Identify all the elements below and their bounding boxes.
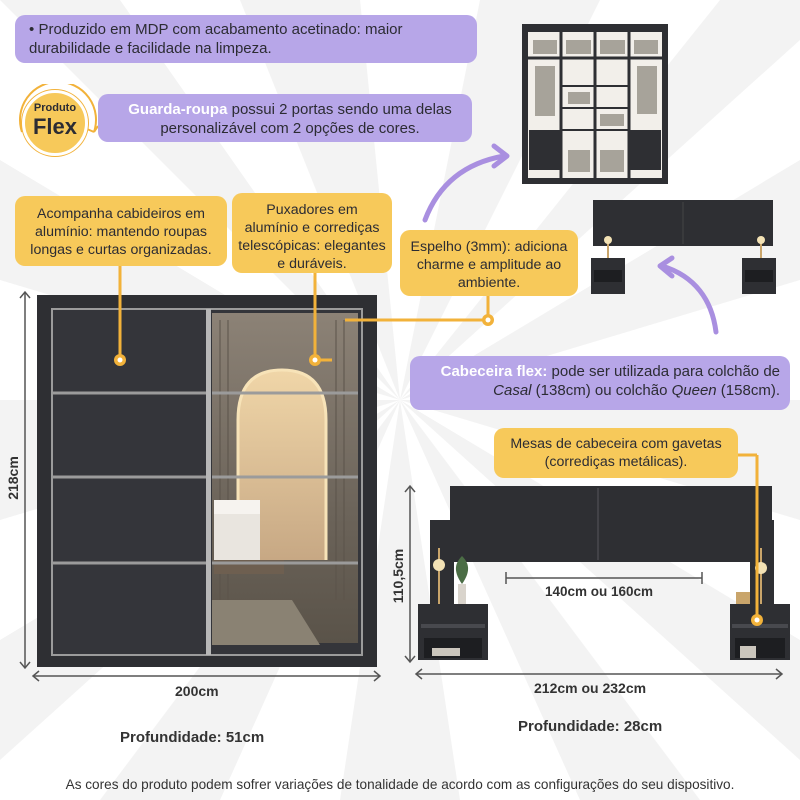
wardrobe-depth-label: Profundidade: 51cm xyxy=(120,729,265,746)
headboard-thumbnail xyxy=(591,200,776,294)
badge-main-label: Flex xyxy=(32,114,78,139)
headboard-note-queen: Queen xyxy=(671,382,717,399)
bullet: • xyxy=(29,21,35,38)
wardrobe-note-bold: Guarda-roupa xyxy=(128,101,228,118)
wardrobe-note-text: possui 2 portas sendo uma delas personalizável com 2 opções de cores. xyxy=(160,101,452,137)
wardrobe-height-label: 218cm xyxy=(5,456,21,500)
headboard-depth-label: Profundidade: 28cm xyxy=(518,718,663,735)
wardrobe-main xyxy=(37,295,377,667)
callout-espelho-text: Espelho (3mm): adiciona charme e amplitude ao ambiente. xyxy=(410,239,568,291)
headboard-width-label: 212cm ou 232cm xyxy=(534,680,647,696)
headboard-main xyxy=(418,486,790,660)
headboard-inner-label: 140cm ou 160cm xyxy=(545,584,654,599)
headboard-note-casal: Casal xyxy=(493,382,532,399)
headboard-note-bold: Cabeceira flex: xyxy=(440,363,548,380)
headboard-note-text1: pode ser utilizada para colchão de xyxy=(547,363,780,380)
callout-puxadores-text: Puxadores em alumínio e corrediças telescópicas: elegantes e duráveis. xyxy=(238,202,386,272)
badge-top-label: Produto xyxy=(33,102,77,114)
callout-mesas-text: Mesas de cabeceira com gavetas (corrediças metálicas). xyxy=(510,436,722,470)
headboard-height-label: 110,5cm xyxy=(390,548,406,604)
wardrobe-width-label: 200cm xyxy=(175,683,219,699)
top-note-text: Produzido em MDP com acabamento acetinado: maior durabilidade e facilidade na limpeza. xyxy=(29,21,403,57)
headboard-note-text3: (158cm). xyxy=(716,382,780,399)
callout-cabideiros-text: Acompanha cabideiros em alumínio: mantendo roupas longas e curtas organizadas. xyxy=(30,206,212,258)
headboard-note-text2: (138cm) ou colchão xyxy=(531,382,672,399)
wardrobe-open-thumbnail xyxy=(522,24,668,184)
footer-disclaimer: As cores do produto podem sofrer variações de tonalidade de acordo com as configurações do seu dispositivo. xyxy=(65,777,735,792)
